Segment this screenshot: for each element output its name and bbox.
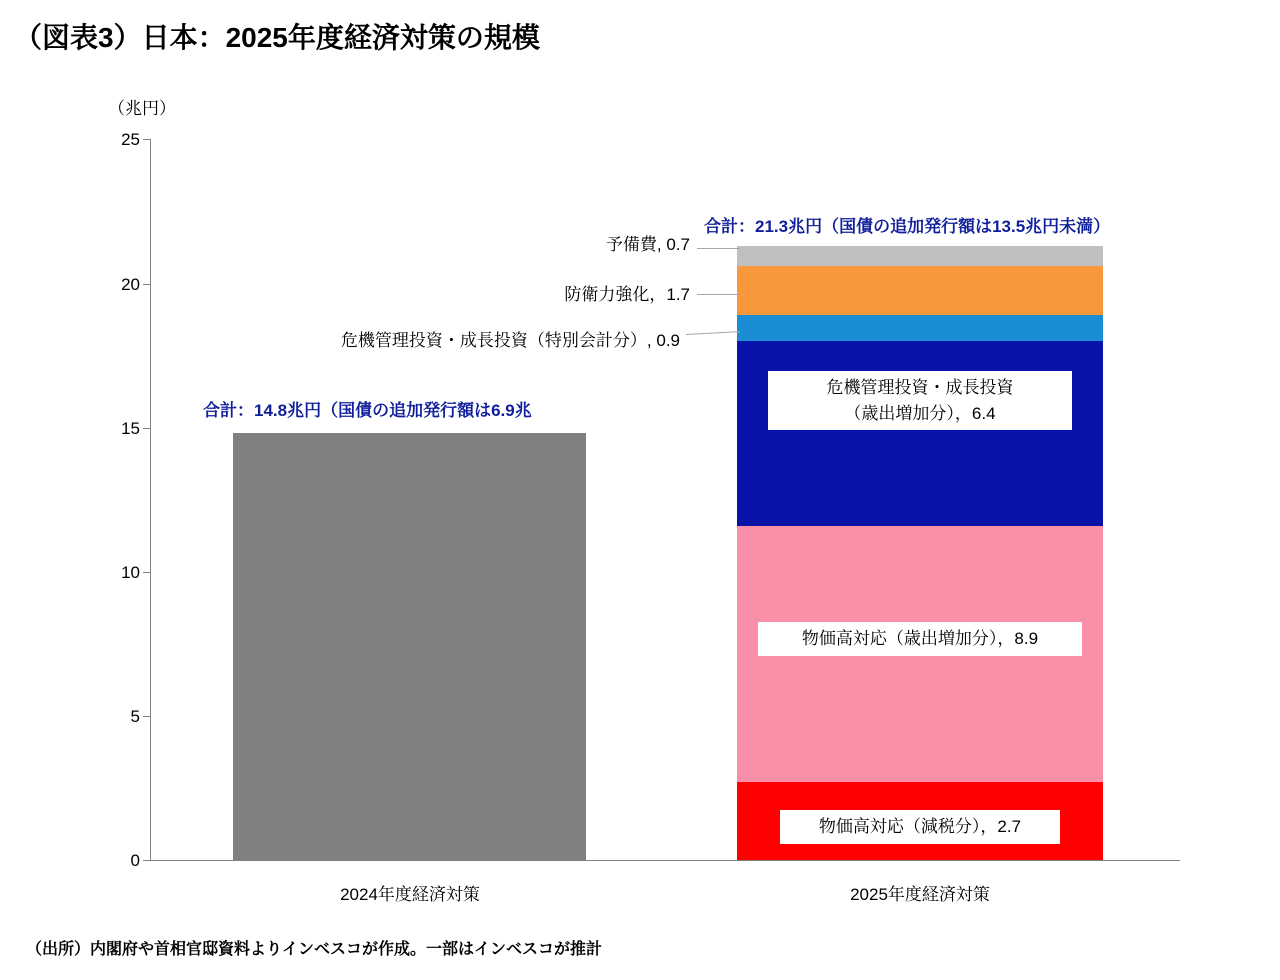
y-tick-label-15: 15 bbox=[121, 419, 140, 438]
bar-segment-reserve bbox=[737, 246, 1103, 266]
y-tick-mark-0 bbox=[143, 860, 150, 861]
y-tick-mark-5 bbox=[143, 716, 150, 717]
x-category-label-2025: 2025年度経済対策 bbox=[850, 885, 990, 904]
callout-reserve: 予備費, 0.7 bbox=[605, 235, 690, 254]
bar-2025 bbox=[737, 246, 1103, 860]
y-tick-mark-20 bbox=[143, 284, 150, 285]
total-note-2024: 合計：14.8兆円（国債の追加発行額は6.9兆 bbox=[203, 401, 532, 420]
leader-line-defense bbox=[697, 294, 740, 295]
callout-special-account: 危機管理投資・成長投資（特別会計分）, 0.9 bbox=[340, 331, 680, 350]
bar-segment-defense bbox=[737, 266, 1103, 315]
page-title: （図表3）日本：2025年度経済対策の規模 bbox=[14, 22, 540, 53]
callout-defense: 防衛力強化，1.7 bbox=[564, 285, 690, 304]
leader-line-special-account bbox=[686, 331, 740, 335]
y-tick-label-20: 20 bbox=[121, 275, 140, 294]
leader-line-reserve bbox=[697, 248, 740, 249]
y-tick-label-10: 10 bbox=[121, 563, 140, 582]
y-axis-unit-label: （兆円） bbox=[108, 99, 176, 118]
total-note-2025: 合計：21.3兆円（国債の追加発行額は13.5兆円未満） bbox=[704, 217, 1111, 236]
y-tick-label-5: 5 bbox=[130, 707, 140, 726]
y-axis-line bbox=[150, 139, 151, 860]
y-tick-mark-10 bbox=[143, 572, 150, 573]
segment-label-price-response-expenditure: 物価高対応（歳出増加分），8.9 bbox=[758, 622, 1082, 656]
x-category-label-2024: 2024年度経済対策 bbox=[340, 885, 480, 904]
y-tick-label-25: 25 bbox=[121, 130, 140, 149]
y-tick-mark-25 bbox=[143, 139, 150, 140]
segment-label-line-1: 危機管理投資・成長投資 bbox=[826, 378, 1014, 397]
segment-label-line-2: （歳出増加分），6.4 bbox=[844, 403, 996, 423]
x-axis-line bbox=[150, 860, 1180, 861]
bar-segment-crisis-growth-special bbox=[737, 315, 1103, 341]
bar-segment-2024-total bbox=[233, 433, 586, 860]
bar-2024 bbox=[233, 433, 586, 860]
source-note: （出所）内閣府や首相官邸資料よりインベスコが作成。一部はインベスコが推計 bbox=[26, 941, 603, 958]
segment-label-crisis-growth-expenditure bbox=[768, 371, 1072, 430]
y-tick-mark-15 bbox=[143, 428, 150, 429]
bar-segment-crisis-growth-expenditure bbox=[737, 341, 1103, 526]
segment-label-price-response-taxcut: 物価高対応（減税分），2.7 bbox=[780, 810, 1060, 844]
y-tick-label-0: 0 bbox=[130, 851, 140, 870]
